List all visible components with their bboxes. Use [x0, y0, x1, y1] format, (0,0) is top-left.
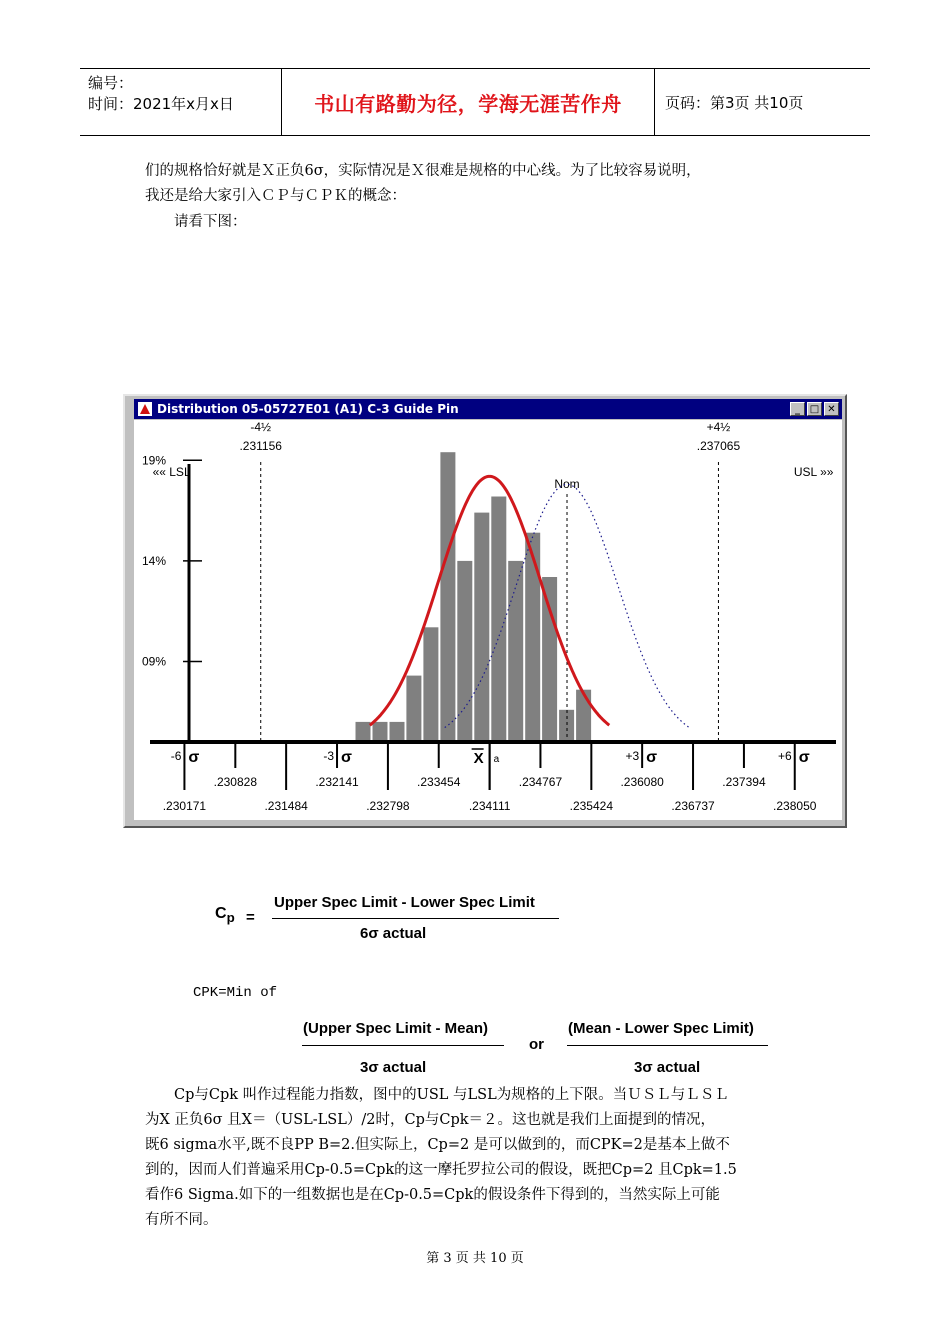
body-line-6: 有所不同。: [145, 1212, 218, 1228]
histogram-bar: [525, 533, 540, 742]
mean-subscript: a: [493, 754, 500, 765]
histogram-bar: [491, 497, 506, 743]
distribution-chart: [134, 420, 842, 820]
x-tick-lower-label: .238050: [773, 799, 817, 813]
time-label: 时间：2021年x月x日: [88, 95, 234, 113]
cp-letter: C: [215, 905, 227, 922]
sigma-multiplier-label: +3: [625, 749, 640, 763]
sigma-multiplier-label: -3: [323, 749, 335, 763]
histogram-bar: [440, 452, 455, 742]
actual-distribution-curve: [370, 476, 610, 725]
sigma-symbol: σ: [798, 749, 810, 766]
x-tick-upper-label: .237394: [722, 775, 766, 789]
intro-line-1: 们的规格恰好就是Ｘ正负6σ，实际情况是Ｘ很难是规格的中心线。为了比较容易说明，: [145, 163, 701, 179]
intro-line-2: 我还是给大家引入ＣＰ与ＣＰＫ的概念：: [145, 188, 406, 204]
cpk-right-bar: [567, 1045, 768, 1046]
cp-numerator: Upper Spec Limit - Lower Spec Limit: [274, 894, 535, 911]
page-header: [80, 68, 870, 136]
lsl-sigma-label: -4½: [250, 420, 272, 434]
x-tick-lower-label: .230171: [162, 799, 207, 813]
sigma-symbol: σ: [188, 749, 200, 766]
x-tick-upper-label: .234767: [518, 775, 563, 789]
mean-symbol: X: [473, 750, 484, 767]
header-page-label: 页码：第3页 共10页: [665, 93, 804, 112]
x-tick-lower-label: .235424: [569, 799, 614, 813]
histogram-bar: [356, 722, 371, 742]
x-tick-upper-label: .232141: [315, 775, 359, 789]
sigma-symbol: σ: [341, 749, 352, 766]
page-footer: 第 3 页 共 10 页: [426, 1251, 524, 1266]
usl-sigma-label: +4½: [706, 420, 731, 434]
window-title: Distribution 05-05727E01 (A1) C-3 Guide Pin: [157, 402, 459, 416]
sigma-multiplier-label: +6: [778, 749, 792, 763]
histogram-bar: [406, 676, 421, 742]
y-tick-label: 09%: [142, 654, 167, 669]
y-tick-label: 14%: [142, 553, 167, 568]
cpk-or: or: [529, 1036, 544, 1053]
histogram-bar: [390, 722, 405, 742]
number-label: 编号：: [88, 74, 134, 92]
y-tick-label: 19%: [142, 453, 167, 468]
header-meta: [80, 69, 282, 135]
chart-area: [134, 420, 842, 820]
sigma-symbol: σ: [646, 749, 658, 766]
cpk-left-numerator: (Upper Spec Limit - Mean): [303, 1020, 489, 1037]
window-titlebar[interactable]: [134, 399, 842, 419]
cp-symbol: [215, 905, 235, 925]
close-button[interactable]: ✕: [824, 402, 839, 416]
body-line-2: 为X 正负6σ 且X＝（USL-LSL）/2时，Cp与Cpk＝２。这也就是我们上面提到的情况，: [145, 1112, 716, 1128]
x-tick-upper-label: .236080: [620, 775, 664, 789]
histogram-bar: [559, 710, 574, 742]
x-tick-upper-label: .230828: [213, 775, 258, 789]
lsl-value-label: .231156: [239, 439, 282, 453]
histogram-bar: [457, 561, 472, 742]
histogram-bar: [373, 722, 388, 742]
usl-label: USL »»: [793, 465, 834, 479]
x-tick-lower-label: .231484: [264, 799, 308, 813]
cpk-right-denominator: 3σ actual: [634, 1059, 701, 1076]
intro-line-3: 请看下图：: [174, 214, 247, 230]
header-slogan: 书山有路勤为径，学海无涯苦作舟: [282, 69, 655, 135]
minimize-button[interactable]: _: [790, 402, 805, 416]
app-icon: [138, 402, 152, 416]
histogram-bar: [474, 513, 489, 742]
body-line-1: Cp与Cpk 叫作过程能力指数，图中的USL 与LSL为规格的上下限。当ＵＳＬ与ＬＳＬ: [174, 1087, 729, 1103]
cp-subscript: p: [226, 910, 235, 926]
usl-value-label: .237065: [696, 439, 741, 453]
x-tick-lower-label: .232798: [366, 799, 410, 813]
body-line-4: 到的，因而人们普遍采用Cp-0.5=Cpk的这一摩托罗拉公司的假设，既把Cp=2 且Cpk=1.5: [145, 1162, 737, 1178]
cpk-right-numerator: (Mean - Lower Spec Limit): [568, 1020, 754, 1037]
cpk-left-bar: [302, 1045, 504, 1046]
x-tick-lower-label: .234111: [468, 799, 511, 813]
cp-equals: =: [246, 909, 255, 926]
cpk-left-denominator: 3σ actual: [360, 1059, 427, 1076]
cp-denominator: 6σ actual: [360, 925, 427, 942]
body-line-5: 看作6 Sigma.如下的一组数据也是在Cp-0.5=Cpk的假设条件下得到的，当然实际上可能: [145, 1187, 720, 1203]
window-controls: [790, 402, 839, 416]
sigma-multiplier-label: -6: [170, 749, 182, 763]
body-line-3: 既6 sigma水平,既不良PP B=2.但实际上，Cp=2 是可以做到的，而CPK=2是基本上做不: [145, 1137, 730, 1153]
x-tick-lower-label: .236737: [671, 799, 715, 813]
histogram-bar: [423, 627, 438, 742]
maximize-button[interactable]: □: [807, 402, 822, 416]
histogram-bar: [542, 577, 557, 742]
distribution-window: [123, 394, 847, 828]
cpk-label: CPK=Min of: [193, 985, 278, 1001]
lsl-label: «« LSL: [152, 465, 191, 479]
nominal-label: Nom: [554, 477, 580, 491]
histogram-bar: [576, 690, 591, 742]
cp-fraction-bar: [272, 918, 559, 919]
x-tick-upper-label: .233454: [417, 775, 461, 789]
